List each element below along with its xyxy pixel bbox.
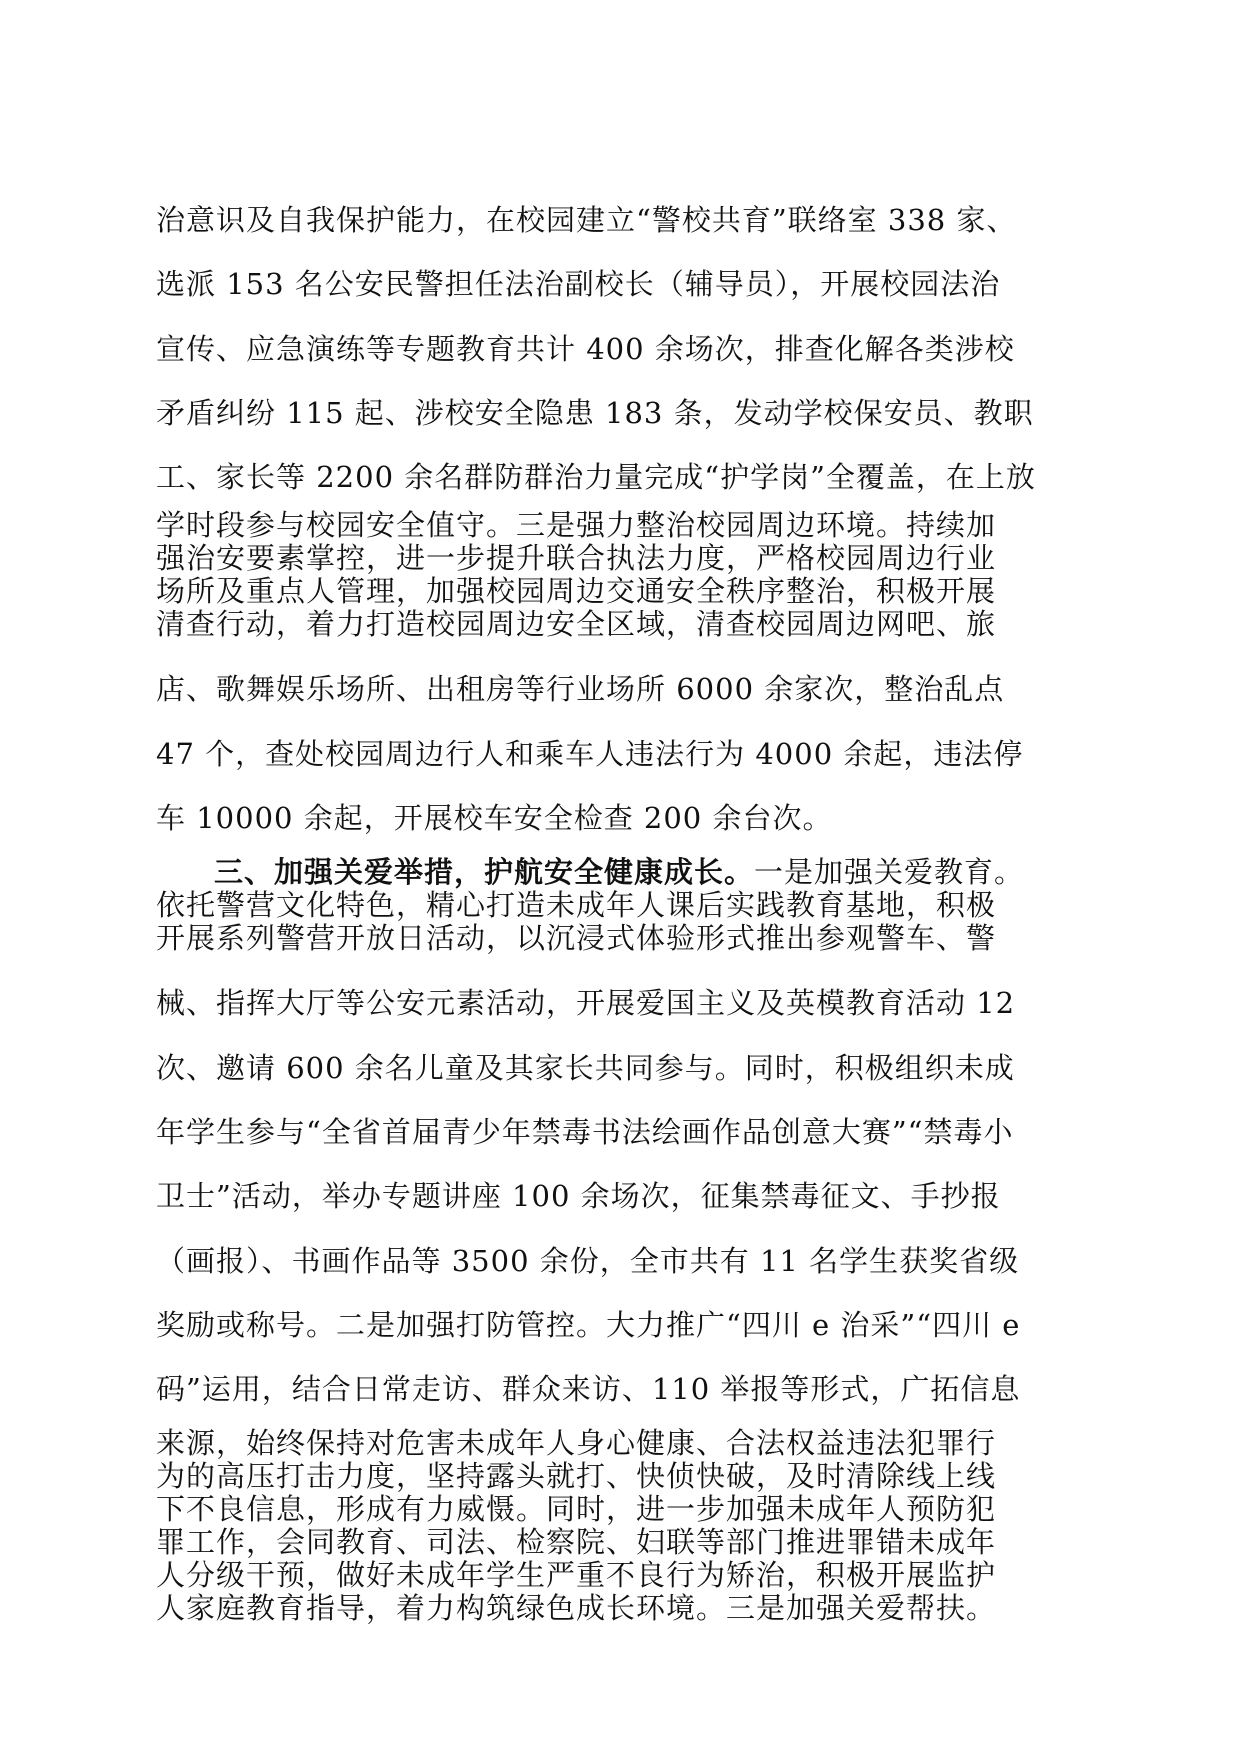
text-line: 宣传、应急演练等专题教育共计 400 余场次，排查化解各类涉校 [156, 331, 1015, 366]
text-line: 人家庭教育指导，着力构筑绿色成长环境。三是加强关爱帮扶。 [156, 1591, 997, 1626]
text-line: 工、家长等 2200 余名群防群治力量完成“护学岗”全覆盖，在上放 [156, 460, 1036, 495]
text-line: 学时段参与校园安全值守。三是强力整治校园周边环境。持续加 [156, 508, 997, 543]
section-three-heading-tail: 一是加强关爱教育。 [754, 855, 1025, 890]
text-line: 人分级干预，做好未成年学生严重不良行为矫治，积极开展监护 [156, 1558, 997, 1593]
text-line: 治意识及自我保护能力，在校园建立“警校共育”联络室 338 家、 [156, 203, 1017, 237]
section-three-heading: 三、加强关爱举措，护航安全健康成长。 [214, 855, 755, 890]
section-three-heading-line [156, 856, 1086, 889]
text-line: 47 个，查处校园周边行人和乘车人违法行为 4000 余起，违法停 [156, 736, 1024, 771]
text-line: 清查行动，着力打造校园周边安全区域，清查校园周边网吧、旅 [156, 607, 997, 642]
text-line: 械、指挥大厅等公安元素活动，开展爱国主义及英模教育活动 12 [156, 986, 1016, 1021]
text-line: 码”运用，结合日常走访、群众来访、110 举报等形式，广拓信息 [156, 1372, 1021, 1407]
text-line: 场所及重点人管理，加强校园周边交通安全秩序整治，积极开展 [156, 574, 997, 609]
text-line: 矛盾纠纷 115 起、涉校安全隐患 183 条，发动学校保安员、教职 [156, 395, 1034, 430]
text-line: 罪工作，会同教育、司法、检察院、妇联等部门推进罪错未成年 [156, 1525, 997, 1560]
text-line: 卫士”活动，举办专题讲座 100 余场次，征集禁毒征文、手抄报 [156, 1179, 1001, 1214]
text-line: 车 10000 余起，开展校车安全检查 200 余台次。 [156, 801, 833, 836]
text-line: 下不良信息，形成有力威慑。同时，进一步加强未成年人预防犯 [156, 1492, 997, 1527]
text-line: （画报）、书画作品等 3500 余份，全市共有 11 名学生获奖省级 [156, 1243, 1020, 1278]
document-body [156, 188, 1086, 1625]
text-line: 次、邀请 600 余名儿童及其家长共同参与。同时，积极组织未成 [156, 1050, 1015, 1085]
text-line: 依托警营文化特色，精心打造未成年人课后实践教育基地，积极 [156, 888, 997, 923]
text-line: 选派 153 名公安民警担任法治副校长（辅导员），开展校园法治 [156, 267, 1001, 302]
text-line: 店、歌舞娱乐场所、出租房等行业场所 6000 余家次，整治乱点 [156, 672, 1005, 707]
text-line: 奖励或称号。二是加强打防管控。大力推广“四川 e 治采”“四川 e [156, 1307, 1021, 1342]
text-line: 来源，始终保持对危害未成年人身心健康、合法权益违法犯罪行 [156, 1426, 997, 1461]
text-line: 为的高压打击力度，坚持露头就打、快侦快破，及时清除线上线 [156, 1459, 997, 1494]
text-line: 强治安要素掌控，进一步提升联合执法力度，严格校园周边行业 [156, 541, 997, 576]
text-line: 开展系列警营开放日活动，以沉浸式体验形式推出参观警车、警 [156, 921, 997, 956]
text-line: 年学生参与“全省首届青少年禁毒书法绘画作品创意大赛”“禁毒小 [156, 1114, 1014, 1149]
